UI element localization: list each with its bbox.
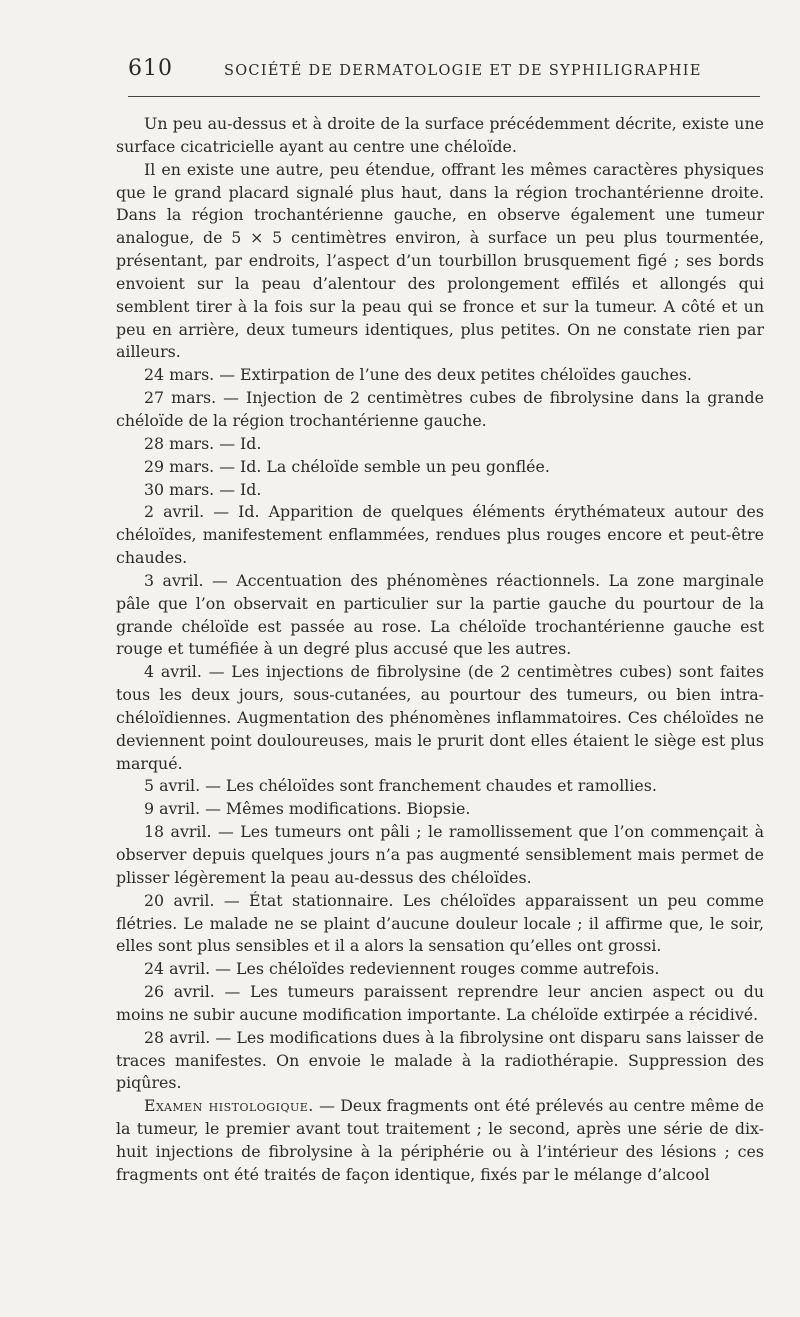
- paragraph: 30 mars. — Id.: [144, 479, 262, 499]
- paragraph: 3 avril. — Accentuation des phénomènes réactionnels. La zone marginale pâle que l’on observait en particulier sur la partie gauche du pourtour de la grande chéloïde est passée au rose. La chéloïde trochantérienne gauche est rouge et tuméfiée à un degré plus accusé que les autres.: [116, 570, 764, 659]
- section-heading: Examen histologique.: [144, 1096, 314, 1116]
- paragraph: Un peu au-dessus et à droite de la surface précédemment décrite, existe une surface cicatricielle ayant au centre une chéloïde.: [116, 114, 764, 156]
- paragraph: 24 avril. — Les chéloïdes redeviennent rouges comme autrefois.: [144, 959, 660, 979]
- header-rule: [128, 96, 760, 97]
- paragraph: 28 mars. — Id.: [144, 433, 262, 453]
- paragraph: 2 avril. — Id. Apparition de quelques éléments érythémateux autour des chéloïdes, manifestement enflammées, rendues plus rouges encore et peut-être chaudes.: [116, 502, 764, 568]
- paragraph: 20 avril. — État stationnaire. Les chéloïdes apparaissent un peu comme flétries. Le malade ne se plaint d’aucune douleur locale ; il affirme que, le soir, elles sont plus sensibles et il a alors la sensation qu’elles ont grossi.: [116, 890, 764, 956]
- paragraph-text: — Deux fragments ont été prélevés au centre même de la tumeur, le premier avant tout traitement ; le second, après une série de dix-huit injections de fibrolysine à la périphérie ou à l’intérieur des lésions ; ces fragments ont été traités de façon identique, fixés par le mélange d’alcool: [116, 1096, 764, 1184]
- paragraph-histology: [116, 1095, 764, 1186]
- paragraph: 27 mars. — Injection de 2 centimètres cubes de fibrolysine dans la grande chéloïde de la région trochantérienne gauche.: [116, 388, 764, 430]
- running-title: SOCIÉTÉ DE DERMATOLOGIE ET DE SYPHILIGRAPHIE: [224, 63, 702, 79]
- paragraph: 5 avril. — Les chéloïdes sont franchement chaudes et ramollies.: [144, 776, 657, 796]
- paragraph: 29 mars. — Id. La chéloïde semble un peu gonflée.: [144, 456, 550, 476]
- paragraph: 4 avril. — Les injections de fibrolysine (de 2 centimètres cubes) sont faites tous les deux jours, sous-cutanées, au pourtour des tumeurs, ou bien intra-chéloïdiennes. Augmentation des phénomènes inflammatoires. Ces chéloïdes ne deviennent point douloureuses, mais le prurit dont elles étaient le siège est plus marqué.: [116, 662, 764, 773]
- page-header: [128, 56, 758, 88]
- paragraph: 18 avril. — Les tumeurs ont pâli ; le ramollissement que l’on commençait à observer depuis quelques jours n’a pas augmenté sensiblement mais permet de plisser légèrement la peau au-dessus des chéloïdes.: [116, 822, 764, 887]
- paragraph: Il en existe une autre, peu étendue, offrant les mêmes caractères physiques que le grand placard signalé plus haut, dans la région trochantérienne droite. Dans la région trochantérienne gauche, en observe également une tumeur analogue, de 5 × 5 centimètres environ, à surface un peu plus tourmentée, présentant, par endroits, l’aspect d’un tourbillon brusquement figé ; ses bords envoient sur la peau d’alentour des prolongement effilés et allongés qui semblent tirer à la fois sur la peau qui se fronce et sur la tumeur. A côté et un peu en arrière, deux tumeurs identiques, plus petites. On ne constate rien par ailleurs.: [116, 159, 764, 362]
- paragraph: 9 avril. — Mêmes modifications. Biopsie.: [144, 799, 471, 819]
- paragraph: 24 mars. — Extirpation de l’une des deux petites chéloïdes gauches.: [144, 365, 692, 385]
- paragraph: 26 avril. — Les tumeurs paraissent reprendre leur ancien aspect ou du moins ne subir aucune modification importante. La chéloïde extirpée a récidivé.: [116, 982, 764, 1024]
- page-number: 610: [128, 56, 173, 81]
- body-text: [116, 113, 764, 1187]
- paragraph: 28 avril. — Les modifications dues à la fibrolysine ont disparu sans laisser de traces manifestes. On envoie le malade à la radiothérapie. Suppression des piqûres.: [116, 1027, 764, 1093]
